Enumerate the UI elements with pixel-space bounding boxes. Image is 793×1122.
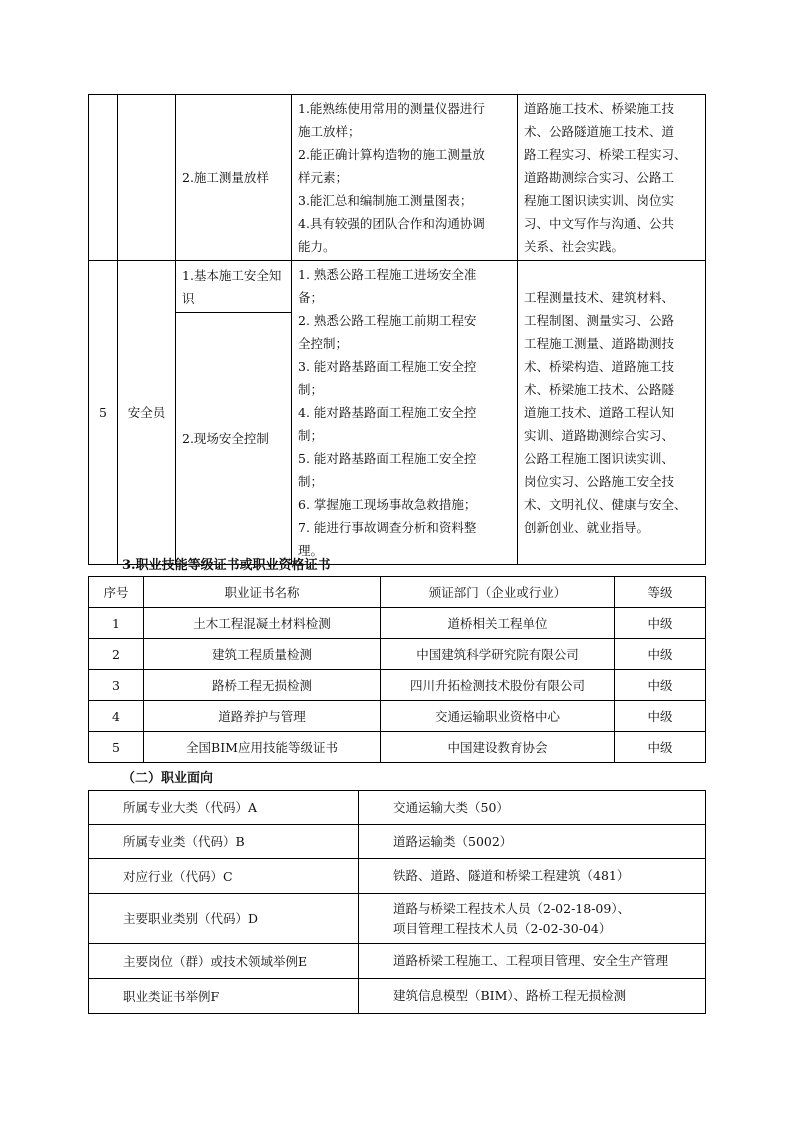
list-item: 5. 能对路基路面工程施工安全控 xyxy=(298,451,477,466)
table-row xyxy=(89,639,706,670)
value-line: 交通运输大类（50） xyxy=(393,799,509,815)
career-label: 对应行业（代码）C xyxy=(89,859,359,894)
table-row xyxy=(89,261,706,313)
list-item: 制； xyxy=(298,428,324,443)
column-header: 颁证部门（企业或行业） xyxy=(381,577,615,608)
career-label: 所属专业类（代码）B xyxy=(89,825,359,859)
row-number: 5 xyxy=(89,261,118,565)
list-item: 程施工图识读实训、岗位实 xyxy=(524,193,675,208)
list-item: 道施工技术、道路工程认知 xyxy=(524,405,675,420)
career-label: 主要岗位（群）或技术领域举例E xyxy=(89,944,359,979)
list-item: 7. 能进行事故调查分析和资料整 xyxy=(298,520,477,535)
cert-dept: 四川升拓检测技术股份有限公司 xyxy=(381,670,615,701)
list-item: 6. 掌握施工现场事故急救措施； xyxy=(298,497,477,512)
career-label: 主要职业类别（代码）D xyxy=(89,894,359,944)
table-header-row xyxy=(89,577,706,608)
career-label: 职业类证书举例F xyxy=(89,979,359,1014)
cert-name: 建筑工程质量检测 xyxy=(144,639,381,670)
list-item: 1.能熟练使用常用的测量仪器进行 xyxy=(298,101,485,116)
value-line: 道路运输类（5002） xyxy=(393,833,513,849)
ability-list xyxy=(292,95,518,261)
career-value xyxy=(359,894,706,944)
table-row xyxy=(89,791,706,825)
column-header: 职业证书名称 xyxy=(144,577,381,608)
section-heading-career: （二）职业面向 xyxy=(122,771,214,786)
ability-list xyxy=(292,261,518,565)
course-list xyxy=(518,261,706,565)
table-row xyxy=(89,95,706,261)
ability-table xyxy=(88,94,706,565)
table-row xyxy=(89,859,706,894)
value-line: 道路与桥梁工程技术人员（2-02-18-09）、 xyxy=(393,900,631,916)
course-list xyxy=(518,95,706,261)
cert-no: 1 xyxy=(89,608,144,639)
work-item: 2.施工测量放样 xyxy=(176,95,292,261)
cert-no: 5 xyxy=(89,732,144,763)
value-line: 项目管理工程技术人员（2-02-30-04） xyxy=(393,920,612,936)
cert-dept: 中国建筑科学研究院有限公司 xyxy=(381,639,615,670)
work-item: 2.现场安全控制 xyxy=(176,313,292,565)
list-item: 工程制图、测量实习、公路 xyxy=(524,313,675,328)
cert-dept: 交通运输职业资格中心 xyxy=(381,701,615,732)
table-row xyxy=(89,670,706,701)
list-item: 3. 能对路基路面工程施工安全控 xyxy=(298,359,477,374)
list-item: 2.能正确计算构造物的施工测量放 xyxy=(298,147,485,162)
list-item: 实训、道路勘测综合实习、 xyxy=(524,428,675,443)
list-item: 路工程实习、桥梁工程实习、 xyxy=(524,147,687,162)
cert-level: 中级 xyxy=(615,701,706,732)
cert-name: 全国BIM应用技能等级证书 xyxy=(144,732,381,763)
value-line: 建筑信息模型（BIM）、路桥工程无损检测 xyxy=(393,988,627,1003)
list-item: 工程测量技术、建筑材料、 xyxy=(524,290,675,305)
career-value xyxy=(359,825,706,859)
career-value xyxy=(359,944,706,979)
list-item: 术、桥梁施工技术、公路隧 xyxy=(524,382,675,397)
certificate-table xyxy=(88,576,706,763)
list-item: 2. 熟悉公路工程施工前期工程安 xyxy=(298,313,477,328)
cert-dept: 道桥相关工程单位 xyxy=(381,608,615,639)
list-item: 理。 xyxy=(298,543,324,558)
cert-level: 中级 xyxy=(615,639,706,670)
list-item: 4.具有较强的团队合作和沟通协调 xyxy=(298,216,485,231)
list-item: 工程施工测量、道路勘测技 xyxy=(524,336,675,351)
list-item: 施工放样； xyxy=(298,124,361,139)
list-item: 样元素； xyxy=(298,170,349,185)
career-value xyxy=(359,791,706,825)
list-item: 3.能汇总和编制施工测量图表； xyxy=(298,193,473,208)
list-item: 岗位实习、公路施工安全技 xyxy=(524,474,675,489)
cert-name: 土木工程混凝土材料检测 xyxy=(144,608,381,639)
list-item: 术、公路隧道施工技术、道 xyxy=(524,124,675,139)
column-header: 等级 xyxy=(615,577,706,608)
career-table xyxy=(88,790,706,1014)
list-item: 制； xyxy=(298,382,324,397)
table-row xyxy=(89,701,706,732)
list-item: 全控制； xyxy=(298,336,349,351)
list-item: 能力。 xyxy=(298,239,336,254)
value-line: 铁路、道路、隧道和桥梁工程建筑（481） xyxy=(393,868,630,883)
section-heading-certificates: 3.职业技能等级证书或职业资格证书 xyxy=(122,558,331,573)
work-item: 1.基本施工安全知识 xyxy=(176,261,292,313)
list-item: 1. 熟悉公路工程施工进场安全准 xyxy=(298,267,477,282)
cert-name: 道路养护与管理 xyxy=(144,701,381,732)
cert-level: 中级 xyxy=(615,670,706,701)
table-row xyxy=(89,894,706,944)
cert-dept: 中国建设教育协会 xyxy=(381,732,615,763)
list-item: 关系、社会实践。 xyxy=(524,239,625,254)
cert-no: 4 xyxy=(89,701,144,732)
list-item: 道路施工技术、桥梁施工技 xyxy=(524,101,675,116)
role-cell xyxy=(118,95,176,261)
list-item: 4. 能对路基路面工程施工安全控 xyxy=(298,405,477,420)
career-value xyxy=(359,979,706,1014)
list-item: 公路工程施工图识读实训、 xyxy=(524,451,675,466)
career-label: 所属专业大类（代码）A xyxy=(89,791,359,825)
list-item: 创新创业、就业指导。 xyxy=(524,520,650,535)
table-row xyxy=(89,944,706,979)
value-line: 道路桥梁工程施工、工程项目管理、安全生产管理 xyxy=(393,953,669,968)
cert-no: 3 xyxy=(89,670,144,701)
column-header: 序号 xyxy=(89,577,144,608)
role-cell: 安全员 xyxy=(118,261,176,565)
table-row xyxy=(89,608,706,639)
list-item: 术、文明礼仪、健康与安全、 xyxy=(524,497,687,512)
table-row xyxy=(89,825,706,859)
cert-level: 中级 xyxy=(615,732,706,763)
list-item: 道路勘测综合实习、公路工 xyxy=(524,170,675,185)
list-item: 制； xyxy=(298,474,324,489)
cert-no: 2 xyxy=(89,639,144,670)
cert-name: 路桥工程无损检测 xyxy=(144,670,381,701)
career-value xyxy=(359,859,706,894)
list-item: 习、中文写作与沟通、公共 xyxy=(524,216,675,231)
list-item: 备； xyxy=(298,290,324,305)
table-row xyxy=(89,979,706,1014)
table-row xyxy=(89,732,706,763)
list-item: 术、桥梁构造、道路施工技 xyxy=(524,359,675,374)
cert-level: 中级 xyxy=(615,608,706,639)
row-number xyxy=(89,95,118,261)
